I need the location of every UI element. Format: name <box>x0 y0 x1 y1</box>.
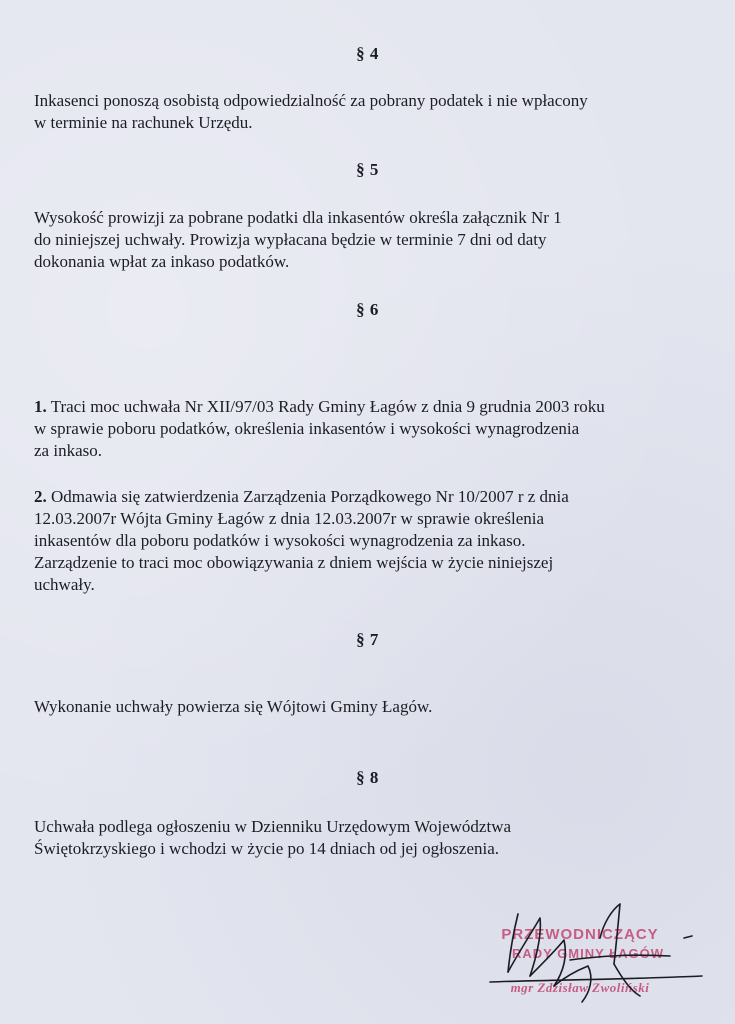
section-6-item-1 <box>34 396 724 462</box>
handwritten-signature-icon <box>470 900 710 1010</box>
section-6-item-2 <box>34 486 724 596</box>
section-6-item-2-text: Odmawia się zatwierdzenia Zarządzenia Porządkowego Nr 10/2007 r z dnia 12.03.2007r Wójta Gminy Łagów z dnia 12.03.2007r w sprawie określenia inkasentów dla poboru podatków i wysokości wynagrodzenia za inkaso. Zarządzenie to traci moc obowiązywania z dniem wejścia w życie niniejszej uchwały. <box>34 487 569 594</box>
section-7-text: Wykonanie uchwały powierza się Wójtowi Gminy Łagów. <box>34 697 433 716</box>
stamp-title: PRZEWODNICZĄCY <box>501 926 659 943</box>
section-6-item-2-number: 2. <box>34 487 47 506</box>
section-7-heading: § 7 <box>356 630 379 649</box>
official-stamp <box>470 900 710 1010</box>
section-6-heading: § 6 <box>356 300 379 319</box>
section-6-item-1-number: 1. <box>34 397 47 416</box>
section-5-text: Wysokość prowizji za pobrane podatki dla inkasentów określa załącznik Nr 1 do niniejszej uchwały. Prowizja wypłacana będzie w terminie 7 dni od daty dokonania wpłat za inkaso podatków. <box>34 208 562 271</box>
stamp-council-name: RADY GMINY ŁAGÓW <box>511 946 665 961</box>
section-4-heading: § 4 <box>356 44 379 63</box>
section-8-heading: § 8 <box>356 768 379 787</box>
section-4-text: Inkasenci ponoszą osobistą odpowiedzialność za pobrany podatek i nie wpłacony w terminie na rachunek Urzędu. <box>34 91 588 132</box>
section-6-item-1-text: Traci moc uchwała Nr XII/97/03 Rady Gminy Łagów z dnia 9 grudnia 2003 roku w sprawie poboru podatków, określenia inkasentów i wysokości wynagrodzenia za inkaso. <box>34 397 605 460</box>
stamp-signatory-name: mgr Zdzisław Zwoliński <box>510 980 650 995</box>
section-8-text: Uchwała podlega ogłoszeniu w Dzienniku Urzędowym Województwa Świętokrzyskiego i wchodzi w życie po 14 dniach od jej ogłoszenia. <box>34 817 512 858</box>
section-5-heading: § 5 <box>356 160 379 179</box>
